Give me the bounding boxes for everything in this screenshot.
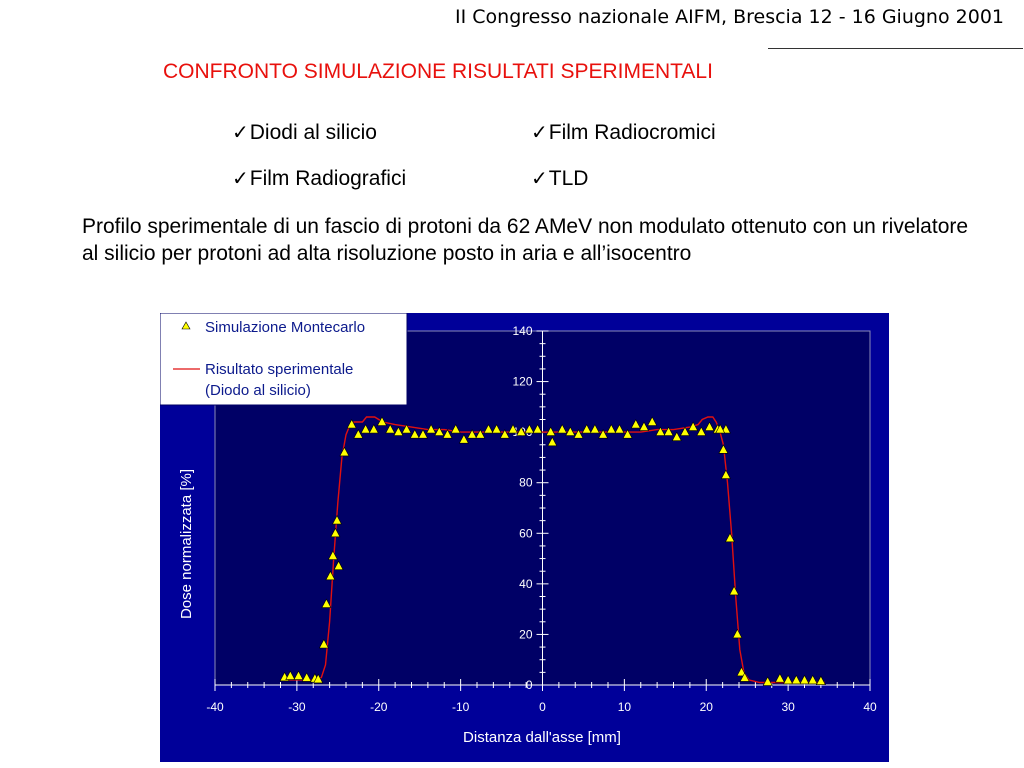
y-tick-label: 20 xyxy=(519,627,533,642)
bullet-label: Film Radiografici xyxy=(249,167,407,190)
dose-profile-chart xyxy=(160,313,889,762)
legend-experimental: Risultato sperimentale xyxy=(205,361,354,378)
y-tick-label: 80 xyxy=(519,475,533,490)
checkmark-icon: ✓ xyxy=(531,120,548,144)
bullet-label: Film Radiocromici xyxy=(548,121,716,144)
bullet-label: TLD xyxy=(548,167,589,190)
y-axis-title: Dose normalizzata [%] xyxy=(178,468,195,620)
x-tick-label: -40 xyxy=(206,700,224,714)
x-tick-label: -30 xyxy=(288,700,306,714)
y-tick-label: 0 xyxy=(525,678,533,692)
profile-description: Profilo sperimentale di un fascio di protoni da 62 AMeV non modulato ottenuto con un rivelatore al silicio per protoni ad alta risoluzione posto in aria e all’isocentro xyxy=(82,215,969,265)
x-tick-label: 0 xyxy=(539,700,546,714)
bullet-diodi xyxy=(232,120,377,145)
x-axis-title: Distanza dall'asse [mm] xyxy=(463,729,621,746)
legend-experimental-detector: (Diodo al silicio) xyxy=(205,382,311,399)
checkmark-icon: ✓ xyxy=(232,120,249,144)
x-tick-label: 20 xyxy=(699,700,713,714)
bullet-label: Diodi al silicio xyxy=(249,121,377,144)
y-tick-label: 140 xyxy=(512,324,533,338)
bullet-tld xyxy=(531,166,588,191)
legend-simulation: Simulazione Montecarlo xyxy=(205,319,366,336)
bullet-film-radiografici xyxy=(232,166,406,191)
bullet-film-radiocromici xyxy=(531,120,716,145)
y-tick-label: 60 xyxy=(519,526,533,541)
checkmark-icon: ✓ xyxy=(531,166,548,190)
x-tick-label: -10 xyxy=(451,700,470,714)
x-tick-label: -20 xyxy=(370,700,388,714)
legend xyxy=(160,313,407,405)
x-tick-label: 40 xyxy=(863,700,877,714)
checkmark-icon: ✓ xyxy=(232,166,249,190)
y-tick-label: 40 xyxy=(519,576,533,591)
conference-header: II Congresso nazionale AIFM, Brescia 12 - 16 Giugno 2001 xyxy=(455,6,1004,28)
x-tick-label: 10 xyxy=(617,700,632,714)
x-tick-label: 30 xyxy=(781,700,795,714)
y-tick-label: 120 xyxy=(512,374,533,389)
slide-title: CONFRONTO SIMULAZIONE RISULTATI SPERIMENTALI xyxy=(163,60,713,83)
header-divider xyxy=(768,48,1023,49)
